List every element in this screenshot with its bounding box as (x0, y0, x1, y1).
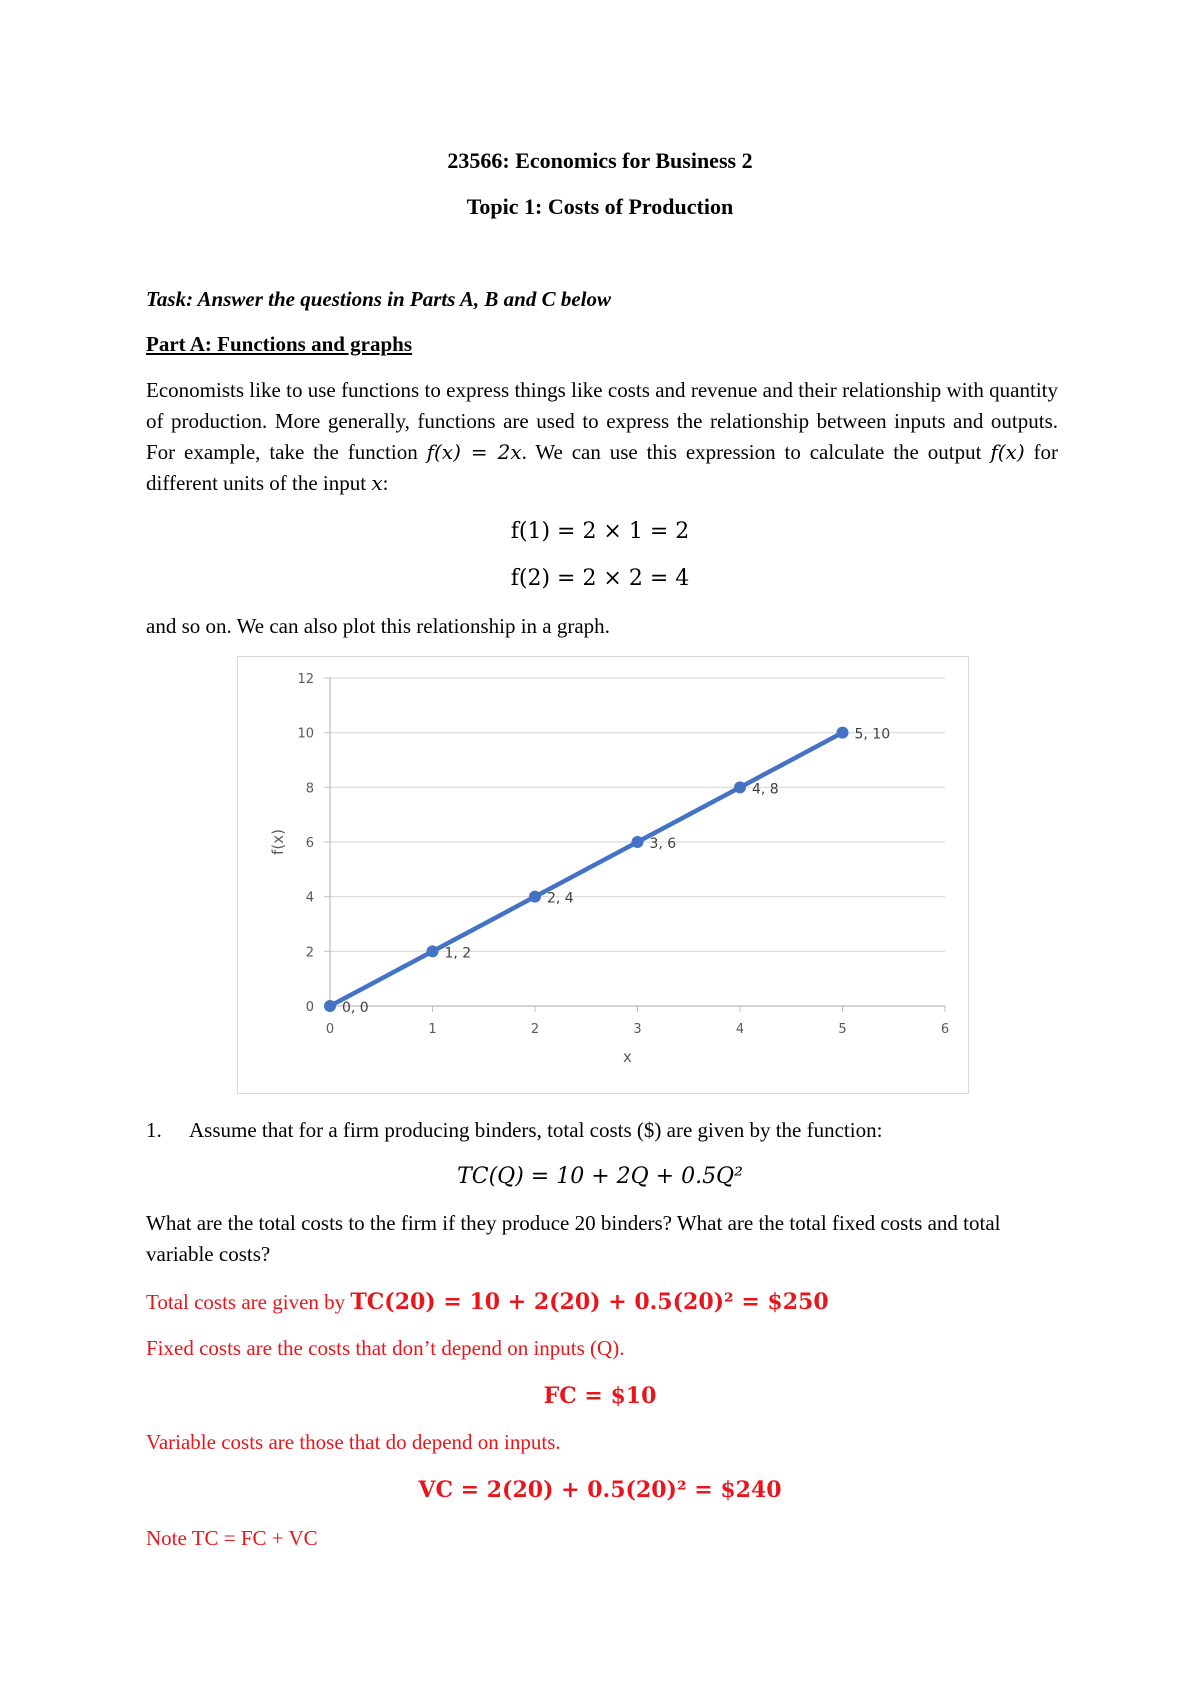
task-instruction: Task: Answer the questions in Parts A, B and C below (146, 287, 612, 311)
data-label: 0, 0 (342, 1000, 369, 1016)
answer-fc-equation: FC = $10 (543, 1383, 657, 1409)
equation-f2: f(2) = 2 × 2 = 4 (510, 566, 690, 591)
data-label: 4, 8 (752, 781, 779, 798)
data-label: 3, 6 (649, 836, 677, 852)
data-point (837, 727, 849, 739)
data-point (632, 836, 644, 848)
question-number: 1. (146, 1118, 162, 1142)
data-point (324, 1000, 336, 1012)
data-label: 1, 2 (444, 945, 472, 962)
intro-text-1: Economists like to use functions to express things like costs and revenue and their relationship with quantity of production. More generally, functions are used to express the relationship between inputs and outputs. For example, take the function (146, 378, 1058, 464)
data-point (529, 891, 541, 903)
y-tick-label: 2 (305, 945, 314, 961)
intro-text-2: . We can use this expression to calculate the output (521, 440, 991, 464)
intro-paragraph (146, 375, 1058, 499)
line-chart (237, 656, 969, 1094)
data-label: 2, 4 (547, 890, 574, 907)
intro-input: x (371, 471, 383, 495)
after-equation-text: and so on. We can also plot this relationship in a graph. (146, 614, 610, 638)
series-line (330, 733, 843, 1006)
question-text: Assume that for a firm producing binders, total costs ($) are given by the function: (189, 1118, 883, 1142)
intro-text-3: for different units of the input (146, 440, 1058, 495)
x-tick-label: 6 (940, 1022, 950, 1037)
y-axis-title: f(x) (269, 829, 287, 855)
data-point (734, 781, 746, 793)
topic-title: Topic 1: Costs of Production (466, 194, 734, 219)
y-tick-label: 4 (305, 890, 314, 906)
x-tick-label: 3 (633, 1022, 642, 1037)
data-label: 5, 10 (854, 726, 891, 743)
answer-fixed-costs-text: Fixed costs are the costs that don’t depend on inputs (Q). (146, 1336, 625, 1360)
answer-tc-equation: TC(20) = 10 + 2(20) + 0.5(20)² = $250 (350, 1289, 829, 1315)
part-a-heading: Part A: Functions and graphs (146, 332, 413, 356)
x-tick-label: 5 (838, 1022, 847, 1037)
tc-function: TC(Q) = 10 + 2Q + 0.5Q² (457, 1164, 743, 1189)
course-title: 23566: Economics for Business 2 (447, 148, 753, 173)
intro-text-4: : (382, 471, 389, 495)
y-tick-label: 0 (305, 1000, 314, 1015)
answer-variable-costs-text: Variable costs are those that do depend on inputs. (146, 1430, 561, 1454)
intro-function: f(x) = 2x (426, 440, 522, 464)
x-tick-label: 4 (735, 1022, 745, 1037)
y-tick-label: 12 (297, 672, 314, 687)
x-axis-title: x (623, 1048, 632, 1066)
answer-vc-equation: VC = 2(20) + 0.5(20)² = $240 (418, 1477, 782, 1503)
question-1 (146, 1118, 882, 1143)
answer-total-costs (146, 1289, 829, 1315)
answer-tc-text: Total costs are given by (146, 1290, 351, 1314)
equation-f1: f(1) = 2 × 1 = 2 (510, 519, 690, 544)
x-tick-label: 0 (325, 1022, 335, 1037)
y-tick-label: 6 (305, 836, 314, 851)
question-1-prompt: What are the total costs to the firm if they produce 20 binders? What are the total fixed costs and total variable costs? (146, 1211, 1001, 1266)
intro-output: f(x) (990, 440, 1025, 464)
answer-note: Note TC = FC + VC (146, 1526, 318, 1550)
x-tick-label: 1 (428, 1022, 437, 1037)
y-tick-label: 10 (297, 726, 314, 742)
chart-svg (238, 657, 968, 1093)
data-point (427, 945, 439, 957)
x-tick-label: 2 (530, 1022, 540, 1037)
y-tick-label: 8 (305, 781, 314, 797)
